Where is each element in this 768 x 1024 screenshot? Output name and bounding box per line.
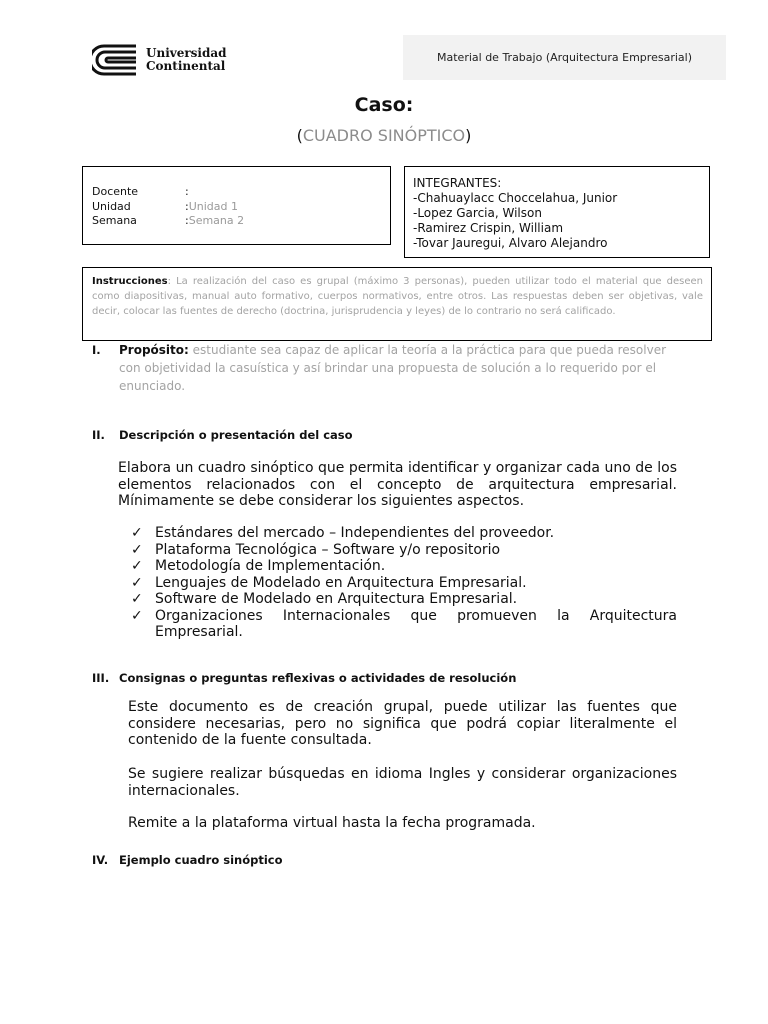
list-item: ✓ Estándares del mercado – Independientes del proveedor. — [131, 525, 555, 541]
list-item: ✓ Organizaciones Internacionales que promueven la Arquitectura Empresarial. — [131, 607, 677, 640]
logo-line-2: Continental — [146, 59, 226, 73]
member: -Chahuaylacc Choccelahua, Junior — [413, 191, 618, 205]
integrantes-box — [404, 166, 710, 258]
section-1-proposito — [119, 341, 679, 395]
integrantes-title: INTEGRANTES: — [413, 176, 502, 190]
course-info-box — [82, 166, 391, 245]
proposito-label: Propósito: — [119, 343, 189, 357]
docente-row: Docente : — [92, 185, 189, 198]
list-item: ✓ Lenguajes de Modelado en Arquitectura Empresarial. — [131, 574, 527, 591]
section-3-heading: III. Consignas o preguntas reflexivas o actividades de resolución — [92, 671, 517, 685]
university-logo-icon — [92, 43, 138, 77]
list-item: ✓ Plataforma Tecnológica – Software y/o repositorio — [131, 541, 501, 558]
semana-row: Semana : Semana 2 — [92, 214, 245, 227]
page-title: Caso: — [354, 94, 414, 116]
section-2-heading: II. Descripción o presentación del caso — [92, 428, 353, 442]
section-3-paragraph-3: Remite a la plataforma virtual hasta la fecha programada. — [128, 815, 536, 831]
logo-line-1: Universidad — [146, 46, 227, 60]
check-icon: ✓ — [131, 591, 143, 607]
proposito-text: estudiante sea capaz de aplicar la teoría a la práctica para que pueda resolver con objetividad la casuística y así brindar una propuesta de solución a lo requerido por el enunciado. — [119, 343, 667, 393]
member: -Tovar Jauregui, Alvaro Alejandro — [413, 236, 608, 250]
list-item: ✓ Metodología de Implementación. — [131, 558, 386, 574]
university-logo — [92, 42, 232, 78]
section-2-paragraph: Elabora un cuadro sinóptico que permita identificar y organizar cada uno de los elementos relacionados con el concepto de arquitectura empresarial. Mínimamente se debe considerar los siguientes aspectos. — [118, 460, 677, 509]
list-item: ✓ Software de Modelado en Arquitectura Empresarial. — [131, 591, 518, 607]
check-icon: ✓ — [131, 558, 143, 574]
member: -Lopez Garcia, Wilson — [413, 206, 542, 220]
section-3-paragraph-1: Este documento es de creación grupal, puede utilizar las fuentes que considere necesarias, pero no significa que podrá copiar literalmente el contenido de la fuente consultada. — [128, 699, 677, 748]
instructions-text: : La realización del caso es grupal (máximo 3 personas), pueden utilizar todo el material que deseen como diapositivas, manual auto formativo, cuerpos normativos, entre otros. Las respuestas deben ser objetivas, vale decir, colocar las fuentes de derecho (doctrina, jurisprudencia y leyes) de lo contrario no será calificado. — [92, 276, 703, 317]
section-1-number: I. — [92, 343, 101, 357]
check-icon: ✓ — [131, 607, 143, 624]
check-icon: ✓ — [131, 525, 143, 541]
semana-value: Semana 2 — [188, 214, 245, 227]
instructions-label: Instrucciones — [92, 276, 168, 287]
unidad-row: Unidad : Unidad 1 — [92, 200, 238, 213]
section-4-heading: IV. Ejemplo cuadro sinóptico — [92, 853, 283, 867]
material-header: Material de Trabajo (Arquitectura Empresarial) — [403, 35, 726, 80]
instructions-box — [82, 267, 712, 341]
member: -Ramirez Crispin, William — [413, 221, 564, 235]
logo-text — [146, 47, 227, 73]
check-icon: ✓ — [131, 541, 143, 558]
page-subtitle: (CUADRO SINÓPTICO) — [296, 126, 472, 145]
subtitle-text: CUADRO SINÓPTICO — [302, 126, 466, 145]
aspects-checklist — [131, 525, 677, 641]
section-3-paragraph-2: Se sugiere realizar búsquedas en idioma Ingles y considerar organizaciones internacionales. — [128, 766, 677, 799]
check-icon: ✓ — [131, 574, 143, 591]
unidad-value: Unidad 1 — [188, 200, 238, 213]
